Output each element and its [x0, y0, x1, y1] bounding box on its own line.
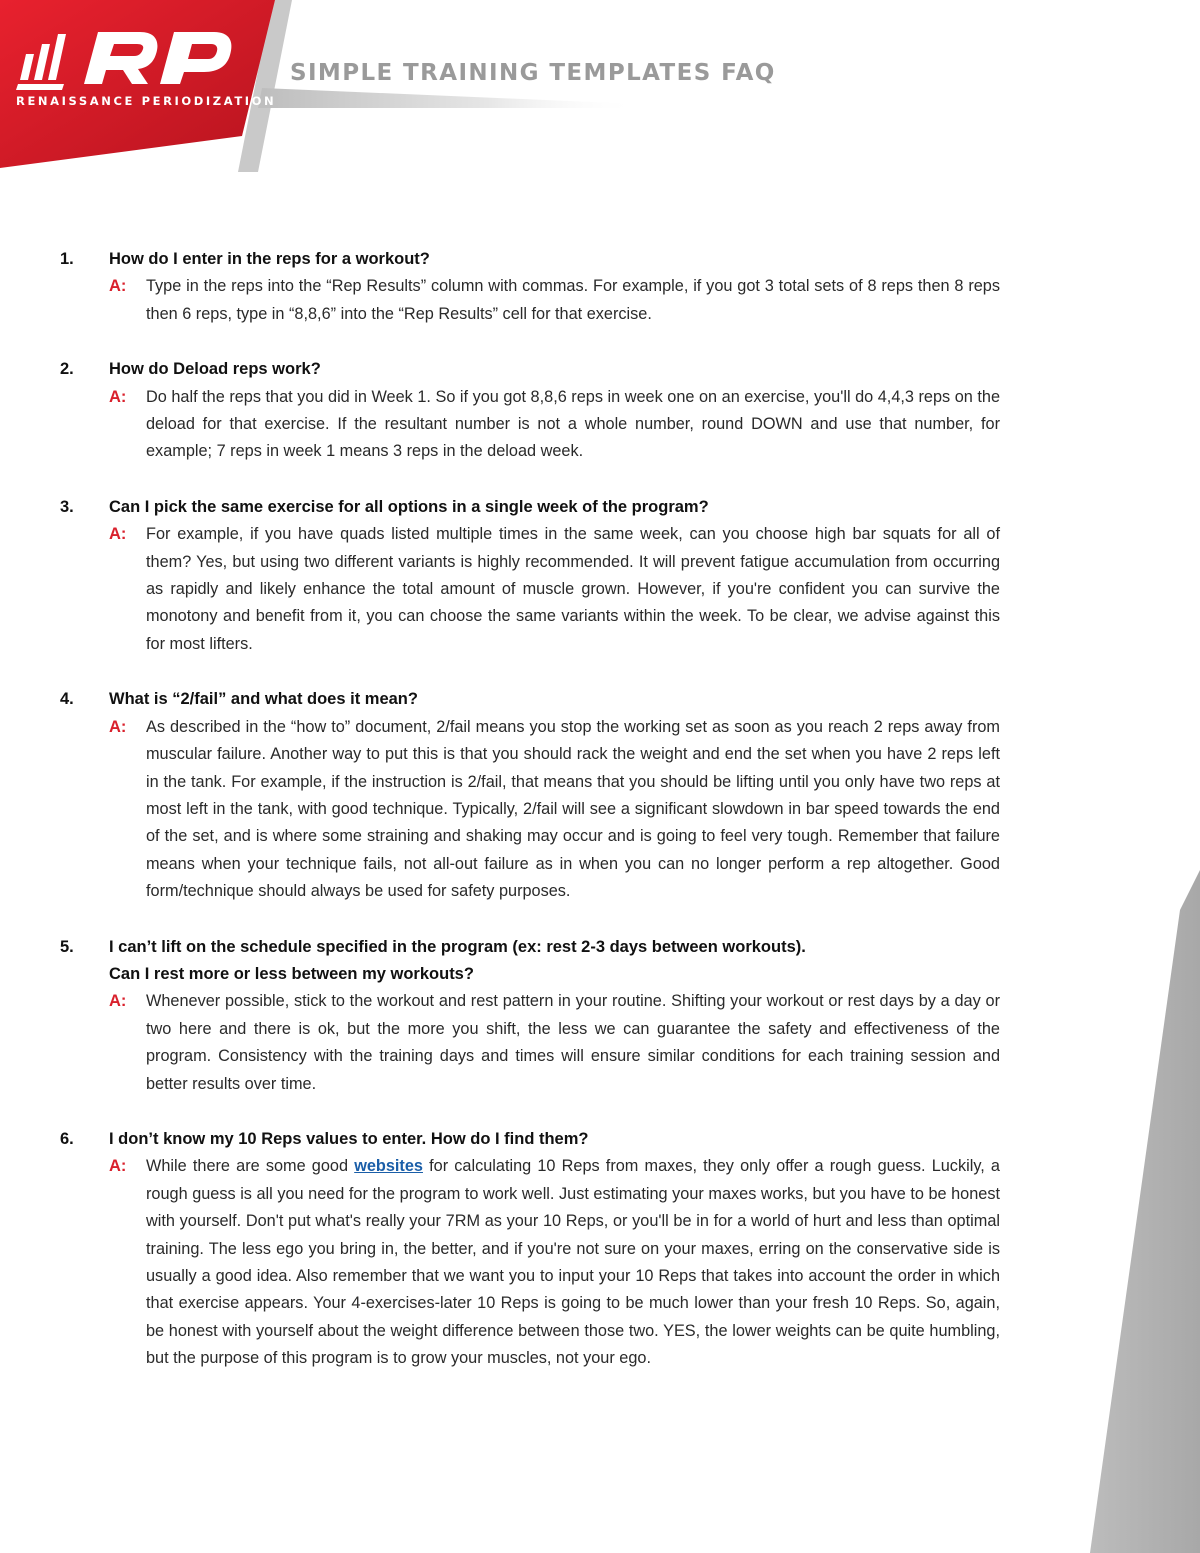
question-text: Can I pick the same exercise for all options in a single week of the program?: [109, 497, 709, 516]
title-underline-swoosh: [258, 88, 640, 108]
answer-label: A:: [109, 277, 127, 296]
faq-item: [60, 686, 1000, 905]
faq-item: [60, 934, 1000, 1098]
faq-list: [60, 246, 1000, 1401]
answer-label: A:: [109, 1157, 127, 1176]
question-text-line2: Can I rest more or less between my workouts?: [109, 964, 474, 983]
answer-label: A:: [109, 525, 127, 544]
right-decorative-swoosh: [1090, 870, 1200, 1553]
answer-block: [109, 384, 1000, 466]
question-number: 1.: [60, 250, 74, 268]
answer-label: A:: [109, 717, 127, 736]
answer-text-intro: While there are some good: [146, 1157, 355, 1176]
answer-block: [109, 521, 1000, 658]
answer-block: [109, 988, 1000, 1098]
answer-text: Whenever possible, stick to the workout and rest pattern in your routine. Shifting your workout or rest days by a day or two here and there is ok, but the more you shift, the less we can guarantee the safety and effectiveness of the program. Consistency with the training days and times will ensure similar conditions for each training session and better results over time.: [146, 992, 1000, 1093]
answer-text: Type in the reps into the “Rep Results” column with commas. For example, if you got 3 total sets of 8 reps then 8 reps then 6 reps, type in “8,8,6” into the “Rep Results” cell for that exercise.: [146, 277, 1000, 323]
question-text: I can’t lift on the schedule specified in the program (ex: rest 2-3 days between workouts).: [109, 937, 806, 956]
answer-block: [109, 273, 1000, 328]
faq-item: [60, 246, 1000, 328]
question-number: 3.: [60, 497, 74, 516]
answer-text-rest: for calculating 10 Reps from maxes, they only offer a rough guess. Luckily, a rough guess is all you need for the program to work well. Just estimating your maxes works, but you have to be honest with yourself. Don't put what's really your 7RM as your 10 Reps, or you'll be in for a world of hurt and less than optimal training. The less ego you bring in, the better, and if you're not sure on your maxes, erring on the conservative side is usually a good idea. Also remember that we want you to input your 10 Reps that takes into account the order in which that exercise appears. Your 4-exercises-later 10 Reps is going to be much lower than your fresh 10 Reps. So, again, be honest with yourself about the weight difference between those two. YES, the lower weights can be quite humbling, but the purpose of this program is to grow your muscles, not your ego.: [146, 1157, 1000, 1368]
question-number: 2.: [60, 360, 74, 379]
question-number: 6.: [60, 1129, 74, 1148]
websites-link[interactable]: websites: [354, 1157, 423, 1176]
page-title: SIMPLE TRAINING TEMPLATES FAQ: [290, 60, 776, 86]
question-number: 5.: [60, 937, 74, 956]
logo-wordmark: RENAISSANCE PERIODIZATION: [16, 94, 277, 108]
answer-label: A:: [109, 387, 127, 406]
answer-text: As described in the “how to” document, 2/fail means you stop the working set as soon as you reach 2 reps away from muscular failure. Another way to put this is that you should rack the weight and end the set when you have 2 reps left in the tank. For example, if the instruction is 2/fail, that means that you should be lifting until you only have two reps at most left in the tank, with good technique. Typically, 2/fail will see a significant slowdown in bar speed towards the end of the set, and is where some straining and shaking may occur and is going to feel very tough. Remember that failure means when your technique fails, not all-out failure as in when you can no longer perform a rep altogether. Good form/technique should always be used for safety purposes.: [146, 717, 1000, 901]
answer-block: [109, 714, 1000, 906]
answer-text: [146, 1153, 1000, 1372]
faq-item: [60, 494, 1000, 658]
question-text: How do I enter in the reps for a workout?: [109, 250, 430, 268]
faq-item: [60, 1126, 1000, 1373]
answer-block: [109, 1153, 1000, 1372]
header-banner: [0, 0, 800, 175]
question-number: 4.: [60, 690, 74, 709]
question-text: I don’t know my 10 Reps values to enter. How do I find them?: [109, 1129, 589, 1148]
answer-label: A:: [109, 992, 127, 1011]
answer-text: For example, if you have quads listed multiple times in the same week, can you choose high bar squats for all of them? Yes, but using two different variants is highly recommended. It will prevent fatigue accumulation from occurring as rapidly and likely enhance the total amount of muscle grown. However, if you're confident you can survive the monotony and benefit from it, you can choose the same variants within the week. To be clear, we advise against this for most lifters.: [146, 525, 1000, 653]
faq-item: [60, 356, 1000, 466]
question-text: How do Deload reps work?: [109, 360, 321, 379]
question-text: What is “2/fail” and what does it mean?: [109, 690, 418, 709]
answer-text: Do half the reps that you did in Week 1. So if you got 8,8,6 reps in week one on an exercise, you'll do 4,4,3 reps on the deload for that exercise. If the resultant number is not a whole number, round DOWN and use that number, for example; 7 reps in week 1 means 3 reps in the deload week.: [146, 387, 1000, 461]
